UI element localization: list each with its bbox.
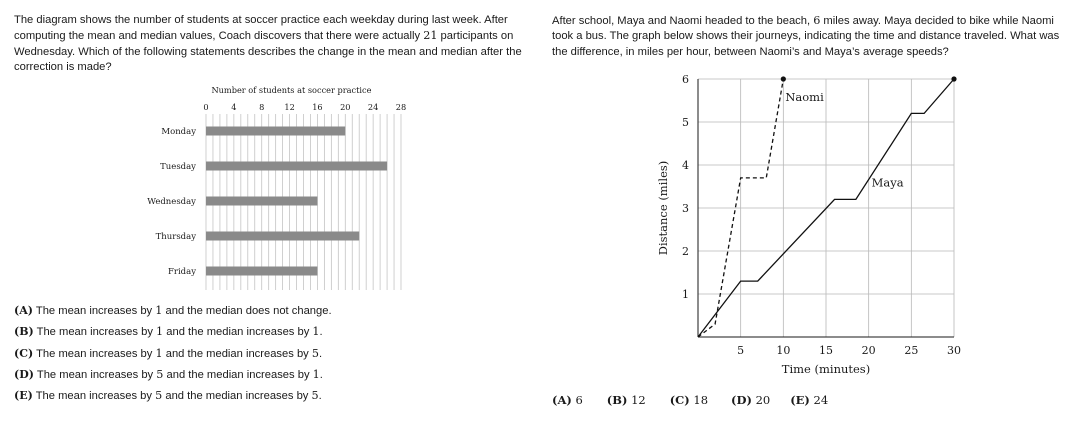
choice-letter: (A) <box>14 304 33 317</box>
choice-text: The mean increases by <box>33 326 157 339</box>
question-text-part: The diagram shows the number of students at soccer practice each weekday during last week. After computing the mean and median values, Coach discovers that there were actually <box>14 14 508 43</box>
question-number: 21 <box>423 29 438 43</box>
x-tick-label: 20 <box>861 344 876 357</box>
x-tick-label: 0 <box>203 102 209 112</box>
line-chart <box>540 0 1080 390</box>
bar <box>206 232 359 241</box>
choice-text: and the median increases by <box>163 326 313 339</box>
question-number: 6 <box>813 14 821 27</box>
choice-text: and the median increases by <box>162 347 312 360</box>
choice-a[interactable] <box>14 303 332 324</box>
right-question-panel <box>540 0 1080 430</box>
question-text-part: After school, Maya and Naomi headed to the beach, <box>552 15 814 27</box>
bar <box>206 162 387 171</box>
choice-number: 1 <box>156 325 164 339</box>
chart-title: Number of students at soccer practice <box>211 85 372 95</box>
question-text-part: participants on Wednesday. Which of the following statements describes the change in the mean and median after the correction is made? <box>14 30 522 74</box>
x-tick-label: 8 <box>259 102 265 112</box>
bar <box>206 127 345 136</box>
y-tick-label: 3 <box>682 202 689 215</box>
x-tick-label: 20 <box>340 102 351 112</box>
x-tick-label: 25 <box>904 344 919 357</box>
choice-letter: (B) <box>606 393 628 407</box>
endpoint-dot <box>781 76 786 81</box>
choice-letter: (D) <box>731 393 752 407</box>
choice-text: and the median increases by <box>163 368 313 381</box>
y-tick-label: 2 <box>682 245 689 258</box>
x-tick-label: 24 <box>367 102 379 112</box>
choice-letter: (C) <box>14 346 34 360</box>
y-tick-label: 1 <box>682 288 689 301</box>
x-tick-label: 15 <box>819 344 833 357</box>
choice-number: 1 <box>155 304 163 317</box>
x-tick-label: 4 <box>231 102 237 112</box>
choice-number: 1 <box>312 325 320 339</box>
bar-chart <box>0 0 540 300</box>
x-tick-label: 10 <box>776 344 791 357</box>
choice-text: . <box>319 326 323 339</box>
series-label: Maya <box>871 175 904 190</box>
y-tick-label: 6 <box>682 73 689 86</box>
x-tick-label: 28 <box>395 102 407 112</box>
category-label: Wednesday <box>147 197 196 207</box>
choice-text: . <box>319 347 323 360</box>
choice-c[interactable] <box>670 393 708 407</box>
x-tick-label: 5 <box>737 344 745 357</box>
choice-text: The mean increases by <box>32 390 156 403</box>
choice-letter: (E) <box>14 389 33 403</box>
choice-e[interactable] <box>14 388 332 409</box>
choice-text: . <box>318 390 322 403</box>
choice-number: 5 <box>156 367 164 381</box>
choice-text: . <box>319 368 323 381</box>
category-label: Thursday <box>155 232 196 242</box>
choice-e[interactable] <box>790 393 828 407</box>
choice-text: The mean increases by <box>32 305 156 317</box>
choice-text: and the median increases by <box>162 390 312 403</box>
choice-value: 6 <box>575 393 583 407</box>
choice-a[interactable] <box>552 393 583 407</box>
x-axis-label: Time (minutes) <box>781 362 871 376</box>
y-tick-label: 5 <box>682 116 689 129</box>
category-label: Monday <box>161 127 196 137</box>
x-tick-label: 16 <box>312 102 323 112</box>
right-choices-list <box>552 393 850 407</box>
bar <box>206 197 317 206</box>
question-text-part: miles away. Maya decided to bike while Naomi took a bus. The graph below shows their journeys, indicating the time and distance traveled. What was the difference, in miles per hour, between Naomi’s and Maya’s average speeds? <box>552 15 1060 58</box>
choice-text: and the median does not change. <box>162 305 332 317</box>
choice-letter: (C) <box>669 393 690 407</box>
choice-value: 18 <box>693 393 709 407</box>
choice-b[interactable] <box>14 324 332 345</box>
choice-number: 5 <box>311 346 319 360</box>
choice-value: 24 <box>813 393 829 407</box>
endpoint-dot <box>951 76 956 81</box>
choice-number: 5 <box>311 389 319 403</box>
x-tick-label: 30 <box>947 344 961 357</box>
choice-letter: (B) <box>14 325 34 339</box>
choice-text: The mean increases by <box>33 347 156 360</box>
y-tick-label: 4 <box>682 159 689 172</box>
choice-letter: (E) <box>790 393 810 407</box>
choice-value: 12 <box>631 393 646 407</box>
x-tick-label: 12 <box>284 102 295 112</box>
left-choices-list <box>14 303 332 409</box>
choice-text: The mean increases by <box>33 368 157 381</box>
y-axis-label: Distance (miles) <box>656 160 670 256</box>
choice-letter: (A) <box>552 393 572 407</box>
choice-b[interactable] <box>607 393 646 407</box>
choice-number: 5 <box>155 389 163 403</box>
choice-c[interactable] <box>14 346 332 367</box>
choice-letter: (D) <box>14 367 34 381</box>
choice-d[interactable] <box>14 367 332 388</box>
choice-d[interactable] <box>731 393 770 407</box>
series-label: Naomi <box>785 90 824 104</box>
choice-value: 20 <box>755 393 771 407</box>
choice-number: 1 <box>155 346 163 360</box>
category-label: Friday <box>168 267 196 277</box>
category-label: Tuesday <box>160 162 196 172</box>
choice-number: 1 <box>312 367 320 381</box>
bar <box>206 267 317 276</box>
